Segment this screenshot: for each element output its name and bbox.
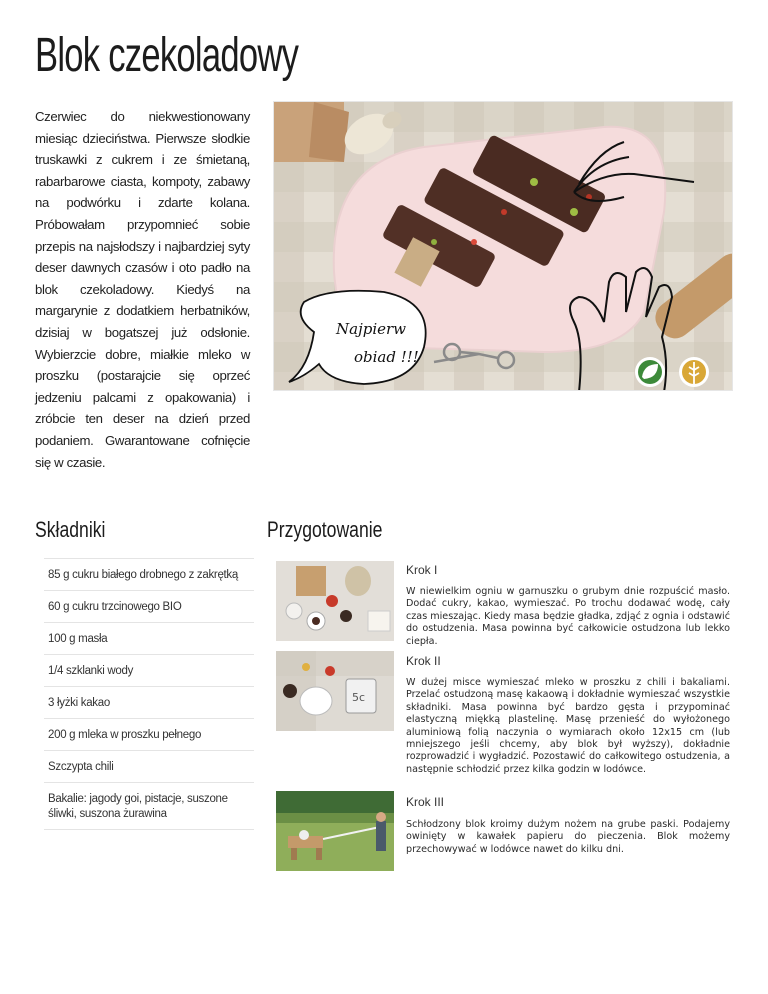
ingredient-item: 100 g masła [44, 623, 254, 655]
ingredients-list [44, 558, 254, 830]
step2-photo [276, 651, 394, 731]
bubble-text-2: obiad !!! [354, 348, 419, 366]
hero-photo [273, 101, 733, 391]
ingredient-item: 1/4 szklanki wody [44, 655, 254, 687]
page-title: Blok czekoladowy [35, 29, 299, 82]
ingredients-heading: Składniki [35, 517, 106, 542]
step1-photo [276, 561, 394, 641]
jar-label: 5c [352, 691, 366, 704]
paper-roll-icon [274, 102, 349, 162]
gluten-wheat-icon [679, 357, 709, 387]
ingredient-item: Szczypta chili [44, 751, 254, 783]
preparation-heading: Przygotowanie [267, 517, 383, 542]
vegetarian-leaf-icon [635, 357, 665, 387]
step1-text: W niewielkim ogniu w garnuszku o grubym dnie rozpuścić masło. Dodać cukry, kakao, wymieszać. Po trochu dodawać wodę, cały czas mieszając. Kiedy masa będzie gładka, zdjąć z ognia i odstawić do ostudzenia. Masa powinna być całkowicie ostudzona lub lekko ciepła. [406, 586, 730, 647]
ingredient-item: 200 g mleka w proszku pełnego [44, 719, 254, 751]
intro-paragraph: Czerwiec do niekwestionowany miesiąc dzieciństwa. Pierwsze słodkie truskawki z cukrem i ze śmietaną, rabarbarowe ciasta, kompoty, zabawy na podwórku i zdarte kolana. Próbowałam przypomnieć sobie przepis na najsłodszy i najbardziej syty deser dawnych czasów i oto padło na blok czekoladowy. Kiedyś na margarynie z dodatkiem herbatników, dzisiaj w bogatszej już odsłonie. Wybierzcie dobre, miałkie mleko w proszku (postarajcie się oprzeć jedzeniu palcami z opakowania) i zróbcie ten deser na dzień przed podaniem. Gwarantowane cofnięcie się w czasie. [35, 109, 250, 470]
ingredient-item: 3 łyżki kakao [44, 687, 254, 719]
ingredient-item: 85 g cukru białego drobnego z zakrętką [44, 559, 254, 591]
step1-title: Krok I [406, 563, 438, 577]
step3-photo [276, 791, 394, 871]
hero-illustration [274, 102, 733, 391]
step3-text: Schłodzony blok kroimy dużym nożem na grube paski. Podajemy owinięty w kawałek papieru do pieczenia. Blok możemy przechowywać w lodówce nawet do kilku dni. [406, 819, 730, 855]
bubble-text-1: Najpierw [336, 320, 407, 338]
step2-text: W dużej misce wymieszać mleko w proszku z chili i bakaliami. Przelać ostudzoną masę kakaową i dokładnie wymieszać wszystkie składniki. Masa powinna być bardzo gęsta i przypominać elastyczną miękką plastelinę. Masę przenieść do wyłożonego aluminiową folią naczynia o wymiarach około 12x15 cm (lub mniejszego jeśli chcemy, aby blok był wyższy), dokładnie rozprowadzić i wygładzić. Pozostawić do całkowitego ostudzenia, a następnie schłodzić przez kilka godzin w lodówce. [406, 677, 730, 775]
ingredient-item: Bakalie: jagody goi, pistacje, suszone śliwki, suszona żurawina [44, 783, 254, 830]
ingredient-item: 60 g cukru trzcinowego BIO [44, 591, 254, 623]
step3-title: Krok III [406, 795, 445, 809]
step2-title: Krok II [406, 654, 441, 668]
